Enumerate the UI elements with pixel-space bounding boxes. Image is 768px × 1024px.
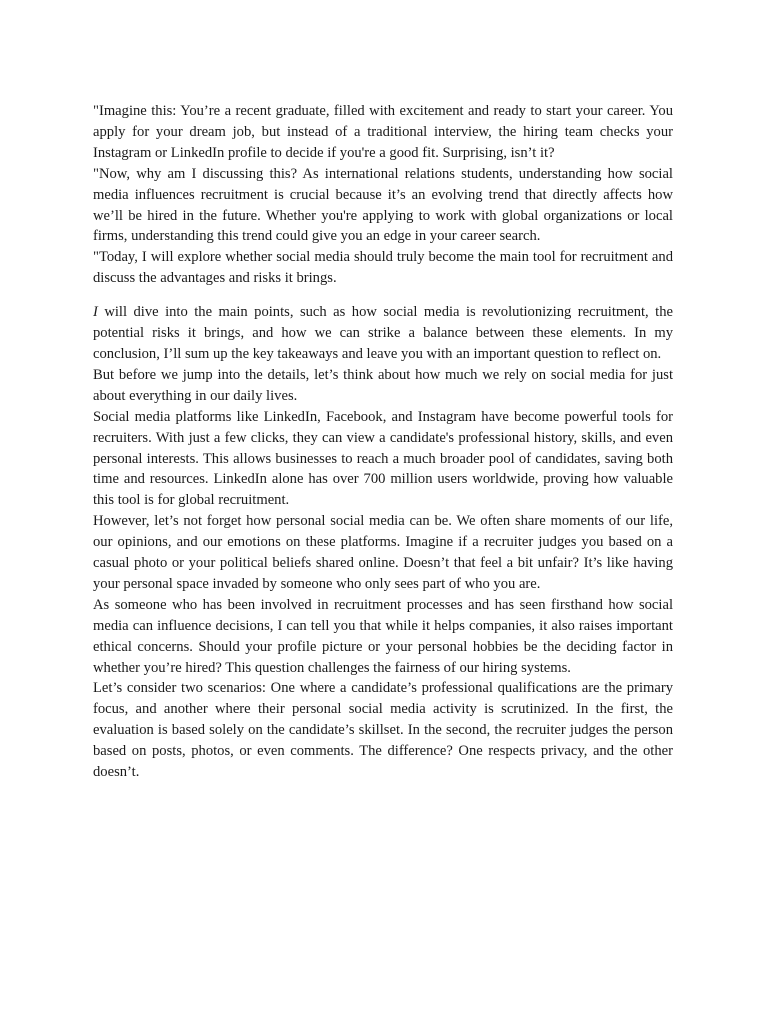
intro-paragraph-1: "Imagine this: You’re a recent graduate, filled with excitement and ready to start your career. You apply for your dream job, but instead of a traditional interview, the hiring team checks your Instagram or LinkedIn profile to decide if you're a good fit. Surprising, isn’t it? xyxy=(93,103,673,161)
body-paragraph-5: As someone who has been involved in recruitment processes and has seen firsthand how social media can influence decisions, I can tell you that while it helps companies, it also raises important ethical concerns. Should your profile picture or your personal hobbies be the deciding factor in whether you’re hired? This question challenges the fairness of our hiring systems. xyxy=(93,596,673,676)
intro-paragraph-3: "Today, I will explore whether social media should truly become the main tool for recruitment and discuss the advantages and risks it brings. xyxy=(93,249,673,287)
italic-lead-word: I xyxy=(93,304,98,321)
body-paragraph-4: However, let’s not forget how personal social media can be. We often share moments of our life, our opinions, and our emotions on these platforms. Imagine if a recruiter judges you based on a casual photo or your political beliefs shared online. Doesn’t that feel a bit unfair? It’s like having your personal space invaded by someone who only sees part of who you are. xyxy=(93,513,673,592)
intro-paragraph-2: "Now, why am I discussing this? As international relations students, understanding how social media influences recruitment is crucial because it’s an evolving trend that directly affects how we’ll be hired in the future. Whether you're applying to work with global organizations or local firms, understanding this trend could give you an edge in your career search. xyxy=(93,165,673,245)
body-paragraph-1-text: will dive into the main points, such as how social media is revolutionizing recruitment, the potential risks it brings, and how we can strike a balance between these elements. In my conclusion, I’ll sum up the key takeaways and leave you with an important question to reflect on. xyxy=(93,304,673,362)
paragraph-gap xyxy=(93,289,673,302)
body-paragraph-6: Let’s consider two scenarios: One where a candidate’s professional qualifications are the primary focus, and another where their personal social media activity is scrutinized. In the first, the evaluation is based solely on the candidate’s skillset. In the second, the recruiter judges the person based on posts, photos, or even comments. The difference? One respects privacy, and the other doesn’t. xyxy=(93,680,673,781)
body-paragraph-1 xyxy=(93,302,673,365)
body-paragraph-2: But before we jump into the details, let’s think about how much we rely on social media for just about everything in our daily lives. xyxy=(93,366,673,404)
document-page xyxy=(93,101,673,783)
body-paragraph-3: Social media platforms like LinkedIn, Facebook, and Instagram have become powerful tools for recruiters. With just a few clicks, they can view a candidate's professional history, skills, and even personal interests. This allows businesses to reach a much broader pool of candidates, saving both time and resources. LinkedIn alone has over 700 million users worldwide, proving how valuable this tool is for global recruitment. xyxy=(93,408,673,509)
